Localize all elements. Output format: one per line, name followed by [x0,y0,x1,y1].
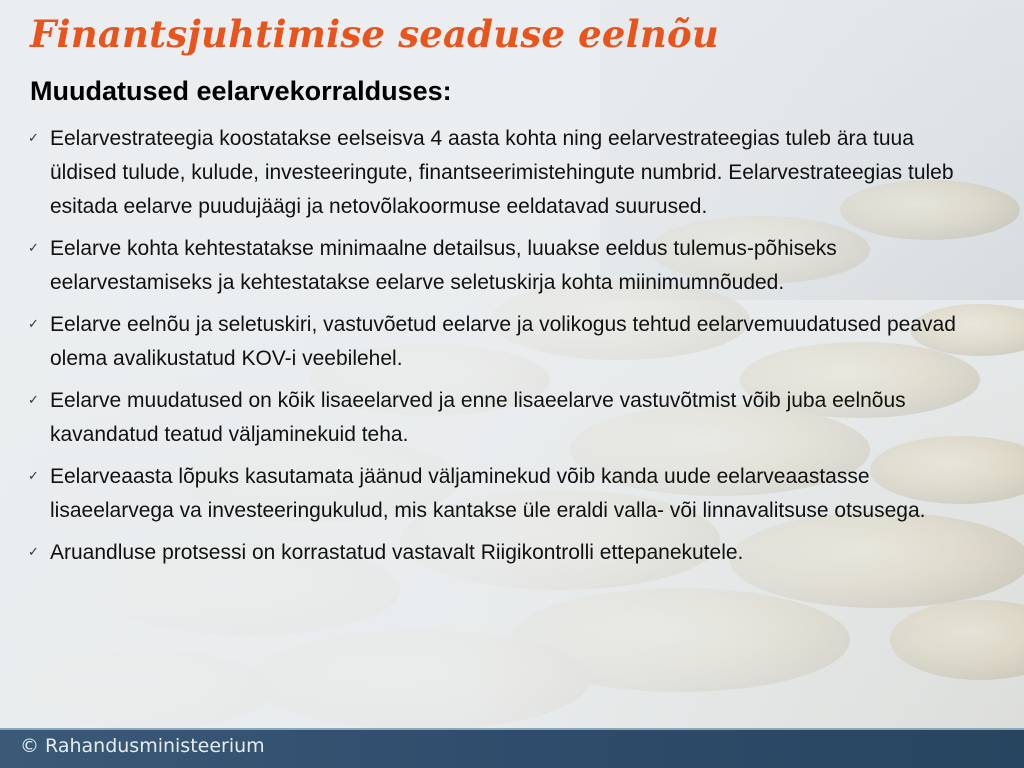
bullet-text: Eelarve eelnõu ja seletuskiri, vastuvõetud eelarve ja volikogus tehtud eelarvemuudatused peavad olema avalikustatud KOV-i veebilehel. [50,313,956,370]
bullet-list [28,122,963,578]
footer-bar [0,728,1024,768]
checkmark-icon: ✓ [28,241,39,256]
slide-subtitle: Muudatused eelarvekorralduses: [30,76,452,106]
bullet-text: Eelarve muudatused on kõik lisaeelarved ja enne lisaeelarve vastuvõtmist võib juba eelnõus kavandatud teatud väljaminekuid teha. [50,389,906,446]
checkmark-icon: ✓ [28,545,39,560]
bullet-text: Eelarve kohta kehtestatakse minimaalne detailsus, luuakse eeldus tulemus-põhiseks eelarvestamiseks ja kehtestatakse eelarve seletuskirja kohta miinimumnõuded. [50,237,837,294]
slide-title: Finantsjuhtimise seaduse eelnõu [30,12,720,56]
bullet-text: Aruandluse protsessi on korrastatud vastavalt Riigikontrolli ettepanekutele. [50,541,744,564]
checkmark-icon: ✓ [28,131,39,146]
bullet-item [28,460,963,528]
checkmark-icon: ✓ [28,393,39,408]
checkmark-icon: ✓ [28,469,39,484]
bullet-item [28,384,963,452]
bullet-item [28,308,963,376]
bullet-text: Eelarvestrateegia koostatakse eelseisva 4 aasta kohta ning eelarvestrateegias tuleb ära tuua üldised tulude, kulude, investeeringute, finantseerimistehingute numbrid. Eelarvestrateegias tuleb esitada eelarve puudujäägi ja netovõlakoormuse eeldatavad suurused. [50,127,954,218]
bullet-item [28,122,963,224]
bullet-text: Eelarveaasta lõpuks kasutamata jäänud väljaminekud võib kanda uude eelarveaastasse lisaeelarvega va investeeringukulud, mis kantakse üle eraldi valla- või linnavalitsuse otsusega. [50,465,926,522]
footer-copyright: © Rahandusministeerium [20,735,265,757]
bullet-item [28,232,963,300]
bullet-item [28,536,963,570]
checkmark-icon: ✓ [28,317,39,332]
